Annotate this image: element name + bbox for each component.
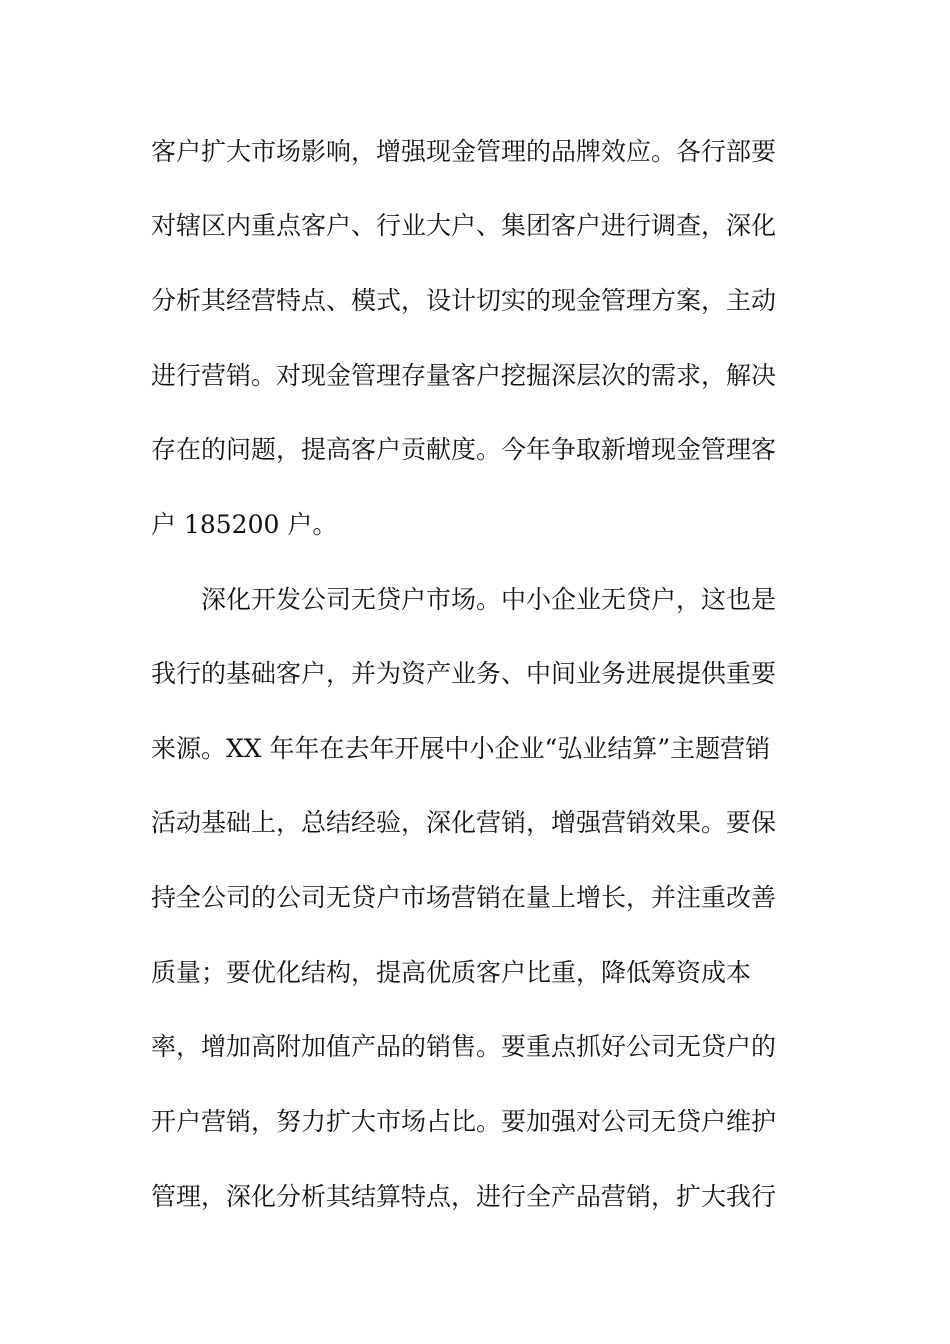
text-line-3: 分析其经营特点、模式，设计切实的现金管理方案，主动 bbox=[151, 286, 777, 315]
paragraph-2-first-line: 深化开发公司无贷户市场。中小企业无贷户，这也是 bbox=[201, 585, 777, 614]
text-line-14: 开户营销，努力扩大市场占比。要加强对公司无贷户维护 bbox=[151, 1107, 777, 1136]
text-line-8: 我行的基础客户，并为资产业务、中间业务进展提供重要 bbox=[151, 659, 777, 688]
text-line-15: 管理，深化分析其结算特点，进行全产品营销，扩大我行 bbox=[151, 1182, 777, 1211]
text-line-11: 持全公司的公司无贷户市场营销在量上增长，并注重改善 bbox=[151, 883, 777, 912]
text-line-5: 存在的问题，提高客户贡献度。今年争取新增现金管理客 bbox=[151, 435, 777, 464]
text-line-1: 客户扩大市场影响，增强现金管理的品牌效应。各行部要 bbox=[151, 137, 777, 166]
text-line-12: 质量；要优化结构，提高优质客户比重，降低筹资成本 bbox=[151, 958, 752, 987]
text-line-10: 活动基础上，总结经验，深化营销，增强营销效果。要保 bbox=[151, 808, 777, 837]
text-line-2: 对辖区内重点客户、行业大户、集团客户进行调查，深化 bbox=[151, 211, 777, 240]
text-line-9: 来源。XX 年年在去年开展中小企业“弘业结算”主题营销 bbox=[151, 734, 771, 763]
text-line-4: 进行营销。对现金管理存量客户挖掘深层次的需求，解决 bbox=[151, 361, 777, 390]
text-line-13: 率，增加高附加值产品的销售。要重点抓好公司无贷户的 bbox=[151, 1032, 777, 1061]
text-line-6: 户 185200 户。 bbox=[151, 510, 338, 539]
